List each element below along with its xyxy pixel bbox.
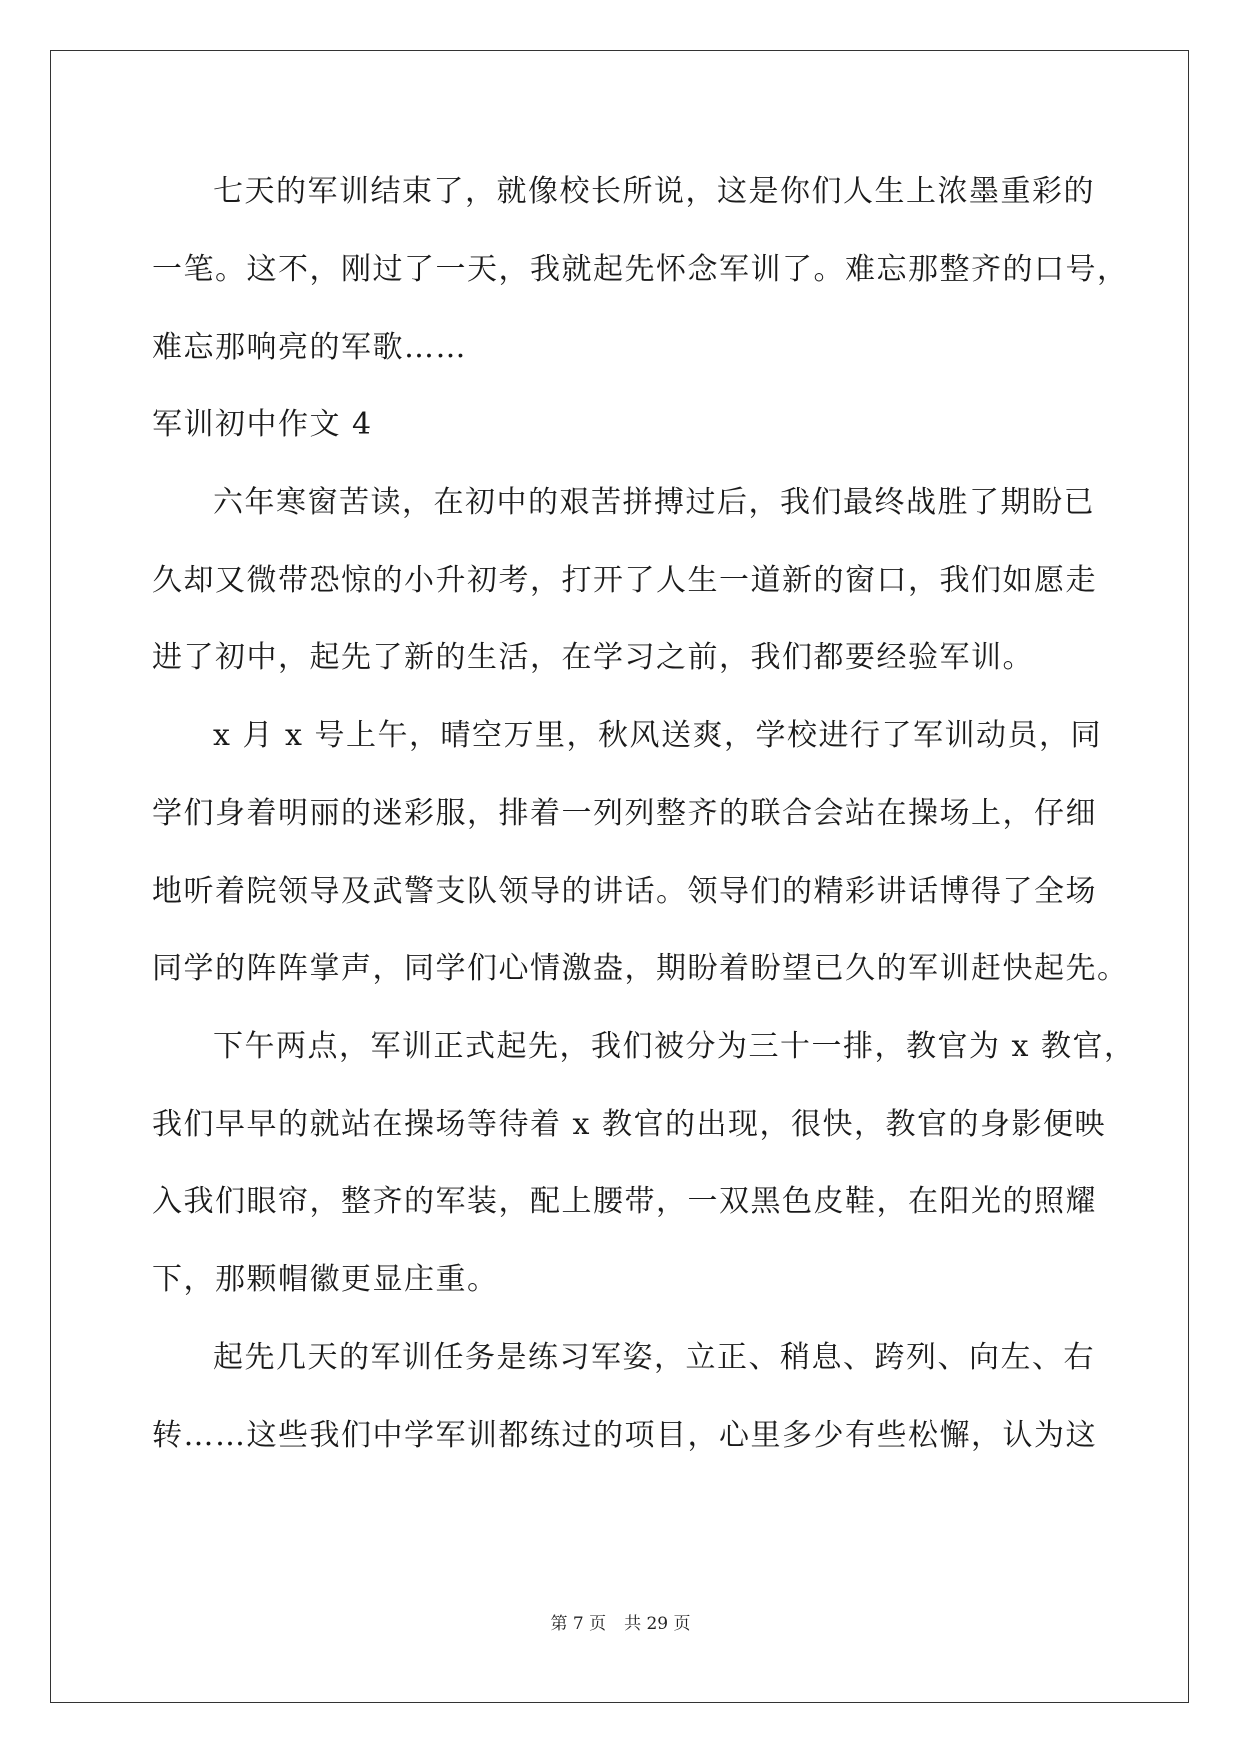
paragraph-line: 久却又微带恐惊的小升初考，打开了人生一道新的窗口，我们如愿走 xyxy=(152,563,1097,598)
paragraph-line: 我们早早的就站在操场等待着 x 教官的出现，很快，教官的身影便映 xyxy=(152,1107,1106,1142)
paragraph-line: 转……这些我们中学军训都练过的项目，心里多少有些松懈，认为这 xyxy=(152,1418,1097,1453)
page-total: 共 29 页 xyxy=(624,1614,691,1634)
page-number: 第 7 页 xyxy=(550,1614,607,1634)
paragraph-line: 下午两点，军训正式起先，我们被分为三十一排，教官为 x 教官， xyxy=(213,1029,1136,1064)
paragraph-line: 一笔。这不，刚过了一天，我就起先怀念军训了。难忘那整齐的口号， xyxy=(152,252,1129,287)
paragraph-line: 进了初中，起先了新的生活，在学习之前，我们都要经验军训。 xyxy=(152,640,1034,675)
paragraph-line: 起先几天的军训任务是练习军姿，立正、稍息、跨列、向左、右 xyxy=(213,1340,1095,1375)
paragraph-line: x 月 x 号上午，晴空万里，秋风送爽，学校进行了军训动员，同 xyxy=(213,718,1102,753)
paragraph-line: 七天的军训结束了，就像校长所说，这是你们人生上浓墨重彩的 xyxy=(213,174,1095,209)
paragraph-line: 六年寒窗苦读，在初中的艰苦拼搏过后，我们最终战胜了期盼已 xyxy=(213,485,1095,520)
paragraph-line: 难忘那响亮的军歌…… xyxy=(152,330,467,365)
paragraph-line: 下，那颗帽徽更显庄重。 xyxy=(152,1262,499,1297)
paragraph-line: 入我们眼帘，整齐的军装，配上腰带，一双黑色皮鞋，在阳光的照耀 xyxy=(152,1184,1097,1219)
section-heading: 军训初中作文 4 xyxy=(152,407,373,442)
paragraph-line: 学们身着明丽的迷彩服，排着一列列整齐的联合会站在操场上，仔细 xyxy=(152,796,1097,831)
page-footer xyxy=(0,1612,1241,1636)
paragraph-line: 地听着院领导及武警支队领导的讲话。领导们的精彩讲话博得了全场 xyxy=(152,874,1097,909)
paragraph-line: 同学的阵阵掌声，同学们心情激盎，期盼着盼望已久的军训赶快起先。 xyxy=(152,951,1129,986)
